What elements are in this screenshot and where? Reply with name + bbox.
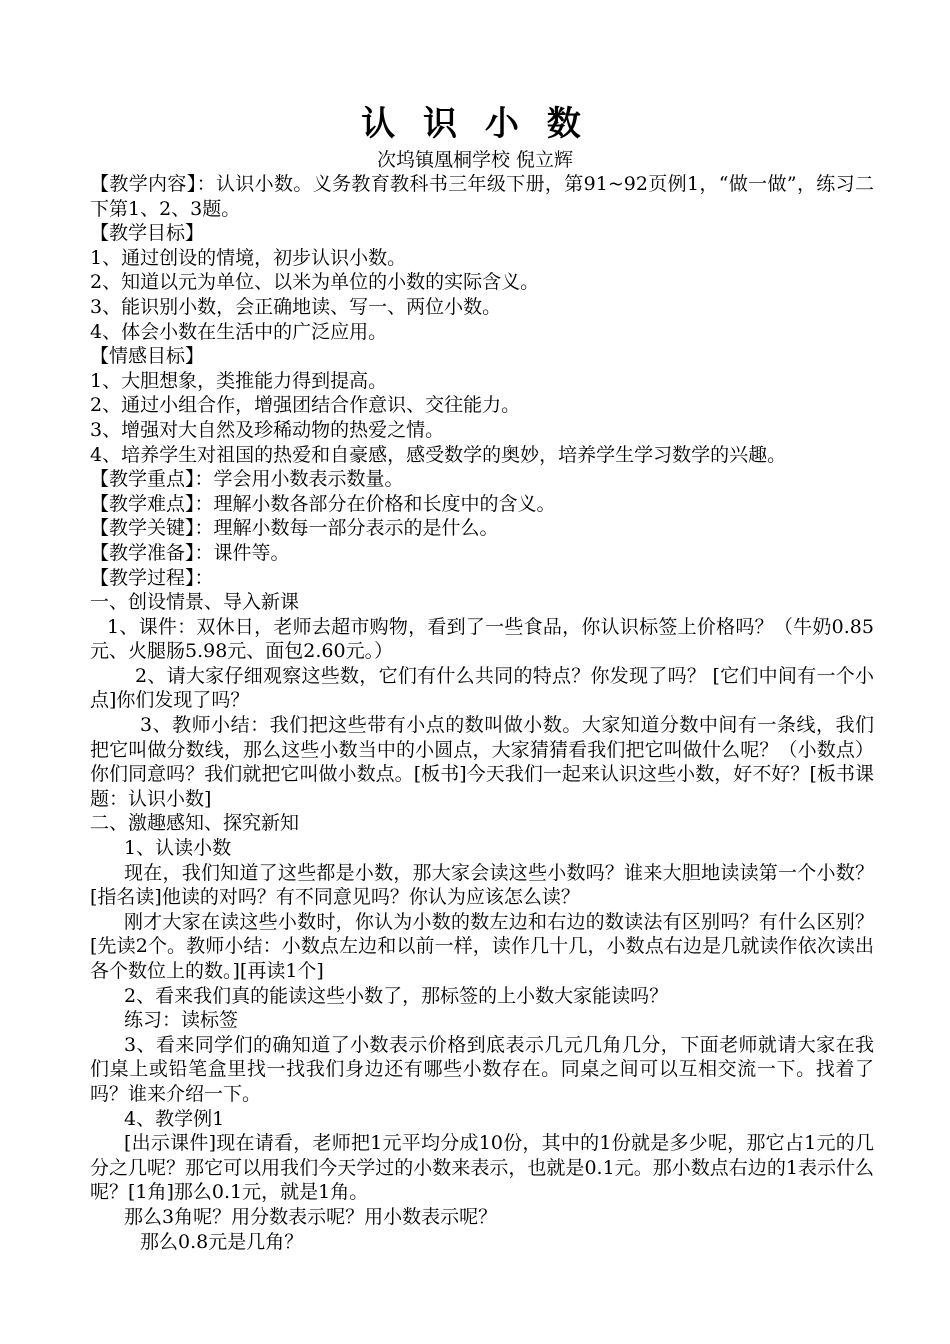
list-item: 4、体会小数在生活中的广泛应用。 bbox=[90, 320, 388, 343]
paragraph: 1、认读小数 bbox=[124, 837, 232, 860]
paragraph-difficulty: 【教学难点】：理解小数各部分在价格和长度中的含义。 bbox=[90, 492, 556, 515]
paragraph: 2、请大家仔细观察这些数，它们有什么共同的特点？你发现了吗？ [它们中间有一个小点]你们发现了吗？ bbox=[90, 664, 874, 712]
paragraph-key-point: 【教学重点】：学会用小数表示数量。 bbox=[90, 468, 404, 491]
paragraph: 2、看来我们真的能读这些小数了，那标签的上小数大家能读吗？ bbox=[124, 984, 669, 1007]
document-body bbox=[90, 172, 874, 1254]
section-heading-2: 二、激趣感知、探究新知 bbox=[90, 812, 300, 835]
list-item: 4、培养学生对祖国的热爱和自豪感，感受数学的奥妙，培养学生学习数学的兴趣。 bbox=[90, 443, 787, 466]
list-item: 3、能识别小数，会正确地读、写一、两位小数。 bbox=[90, 295, 502, 318]
list-item: 1、通过创设的情境，初步认识小数。 bbox=[90, 246, 407, 269]
paragraph: 刚才大家在读这些小数时，你认为小数的数左边和右边的数读法有区别吗？有什么区别？[先读2个。教师小结：小数点左边和以前一样，读作几十几，小数点右边是几就读作依次读出各个数位上的数。][再读1个] bbox=[90, 910, 874, 982]
paragraph-teaching-content: 【教学内容】：认识小数。义务教育教科书三年级下册，第91~92页例1，“做一做”，练习二下第1、2、3题。 bbox=[90, 173, 874, 220]
list-item: 3、增强对大自然及珍稀动物的热爱之情。 bbox=[90, 418, 445, 441]
list-item: 1、大胆想象，类推能力得到提高。 bbox=[90, 369, 388, 392]
heading-teaching-goals: 【教学目标】 bbox=[90, 222, 205, 245]
paragraph-key-concept: 【教学关键】：理解小数每一部分表示的是什么。 bbox=[90, 517, 499, 540]
document-author: 次坞镇凰桐学校 倪立辉 bbox=[376, 149, 574, 171]
paragraph: 4、教学例1 bbox=[124, 1107, 225, 1130]
list-item: 2、知道以元为单位、以米为单位的小数的实际含义。 bbox=[90, 271, 540, 294]
paragraph: 那么0.8元是几角？ bbox=[140, 1230, 304, 1253]
paragraph: 3、看来同学们的确知道了小数表示价格到底表示几元几角几分，下面老师就请大家在我们桌上或铅笔盒里找一找我们身边还有哪些小数存在。同桌之间可以互相交流一下。找着了吗？谁来介绍一下。 bbox=[90, 1033, 874, 1105]
list-item: 2、通过小组合作，增强团结合作意识、交往能力。 bbox=[90, 394, 521, 417]
heading-emotional-goals: 【情感目标】 bbox=[90, 345, 205, 368]
paragraph: 1、课件：双休日，老师去超市购物，看到了一些食品，你认识标签上价格吗？（牛奶0.85元、火腿肠5.98元、面包2.60元。） bbox=[90, 615, 874, 663]
paragraph: 3、教师小结：我们把这些带有小点的数叫做小数。大家知道分数中间有一条线，我们把它叫做分数线，那么这些小数当中的小圆点，大家猜猜看我们把它叫做什么呢？（小数点）你们同意吗？我们就把它叫做小数点。[板书]今天我们一起来认识这些小数，好不好？[板书课题：认识小数] bbox=[90, 714, 874, 810]
paragraph: 那么3角呢？用分数表示呢？用小数表示呢？ bbox=[124, 1205, 498, 1228]
section-heading-1: 一、创设情景、导入新课 bbox=[90, 591, 300, 614]
document-title: 认 识 小 数 bbox=[361, 104, 589, 144]
paragraph-preparation: 【教学准备】：课件等。 bbox=[90, 541, 290, 564]
heading-teaching-process: 【教学过程】： bbox=[90, 566, 214, 589]
paragraph: [出示课件]现在请看，老师把1元平均分成10份，其中的1份就是多少呢，那它占1元的几分之几呢？那它可以用我们今天学过的小数来表示，也就是0.1元。那小数点右边的1表示什么呢？[1角]那么0.1元，就是1角。 bbox=[90, 1132, 874, 1204]
paragraph: 练习：读标签 bbox=[124, 1009, 239, 1032]
paragraph: 现在，我们知道了这些都是小数，那大家会读这些小数吗？谁来大胆地读读第一个小数？[指名读]他读的对吗？有不同意见吗？你认为应该怎么读？ bbox=[90, 861, 874, 909]
